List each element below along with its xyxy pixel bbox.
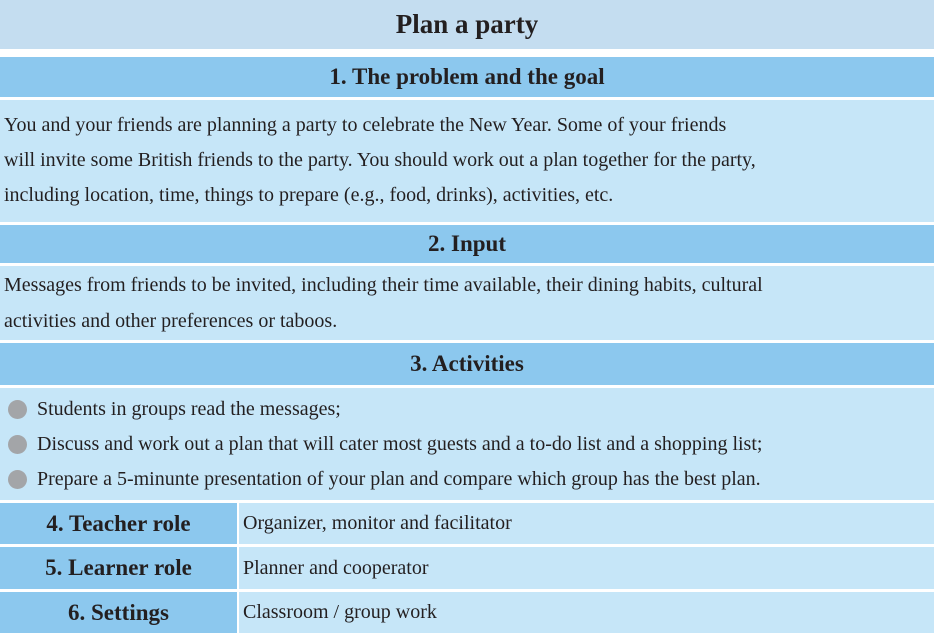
- list-item: [4, 427, 934, 462]
- bullet-icon: [8, 400, 27, 419]
- body-line: Messages from friends to be invited, including their time available, their dining habits, cultural: [4, 274, 763, 296]
- settings-row: [0, 589, 934, 633]
- page-title: Plan a party: [0, 0, 934, 52]
- activities-list: [0, 388, 934, 500]
- body-line: will invite some British friends to the party. You should work out a plan together for the party,: [4, 149, 756, 171]
- list-item-text: Prepare a 5-minunte presentation of your plan and compare which group has the best plan.: [37, 468, 761, 490]
- list-item: [4, 392, 934, 427]
- role-label: 5. Learner role: [0, 547, 239, 589]
- body-line: including location, time, things to prepare (e.g., food, drinks), activities, etc.: [4, 184, 614, 206]
- bullet-icon: [8, 435, 27, 454]
- body-line: activities and other preferences or taboos.: [4, 310, 338, 332]
- role-value: Organizer, monitor and facilitator: [239, 503, 934, 544]
- section-body-problem-goal: [0, 100, 934, 222]
- role-label: 4. Teacher role: [0, 503, 239, 544]
- list-item-text: Discuss and work out a plan that will cater most guests and a to-do list and a shopping list;: [37, 433, 763, 455]
- section-heading-problem-goal: 1. The problem and the goal: [0, 54, 934, 100]
- body-line: You and your friends are planning a party to celebrate the New Year. Some of your friends: [4, 114, 727, 136]
- role-value: Planner and cooperator: [239, 547, 934, 589]
- bullet-icon: [8, 470, 27, 489]
- role-value: Classroom / group work: [239, 592, 934, 633]
- section-body-input: [0, 266, 934, 340]
- section-heading-input: 2. Input: [0, 222, 934, 266]
- section-heading-activities: 3. Activities: [0, 340, 934, 388]
- list-item-text: Students in groups read the messages;: [37, 398, 341, 420]
- role-label: 6. Settings: [0, 592, 239, 633]
- learner-role-row: [0, 544, 934, 589]
- teacher-role-row: [0, 500, 934, 544]
- list-item: [4, 462, 934, 497]
